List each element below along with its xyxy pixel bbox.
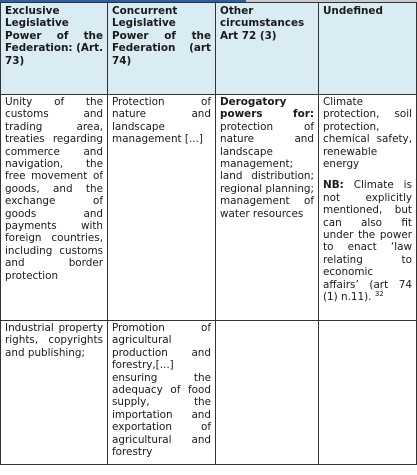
table-row xyxy=(1,95,417,321)
undefined-topics: Climate protection, soil protection, chemical safety, renewable energy xyxy=(323,96,412,171)
header-exclusive-power: Exclusive Legislative Power of the Federation: (Art. 73) xyxy=(1,3,108,95)
cell-exclusive-row1: Unity of the customs and trading area, treaties regarding commerce and navigation, the free movement of goods, and the exchange of goods and payments with foreign countries, including customs and border protection xyxy=(1,95,108,321)
competence-table xyxy=(0,2,417,465)
nb-text: Climate is not explicitly mentioned, but can also fit under the power to enact ‘law relating to economic affairs’ (art 74 (1) n.11). xyxy=(323,179,412,304)
header-other-circumstances: Other circumstances Art 72 (3) xyxy=(216,3,319,95)
derogatory-powers-text: protection of nature and landscape management; land distribution; regional planning; management of water resources xyxy=(220,120,315,220)
footnote-marker: 32 xyxy=(374,290,384,299)
header-row xyxy=(1,3,417,95)
table-row xyxy=(1,321,417,465)
cell-other-row2 xyxy=(216,321,319,465)
cell-other-row1 xyxy=(216,95,319,321)
derogatory-powers-label: Derogatory powers for: xyxy=(220,96,314,121)
cell-concurrent-row2: Promotion of agricultural production and forestry,[...] ensuring the adequacy of food supply, the importation and exportation of agricultural and forestry xyxy=(108,321,216,465)
header-concurrent-power: Concurrent Legislative Power of the Federation (art 74) xyxy=(108,3,216,95)
cell-exclusive-row2: Industrial property rights, copyrights and publishing; xyxy=(1,321,108,465)
cell-concurrent-row1: Protection of nature and landscape management [...] xyxy=(108,95,216,321)
header-undefined: Undefined xyxy=(319,3,417,95)
cell-undefined-row2 xyxy=(319,321,417,465)
nb-note xyxy=(323,179,412,303)
nb-label: NB: xyxy=(323,179,344,192)
cell-undefined-row1 xyxy=(319,95,417,321)
